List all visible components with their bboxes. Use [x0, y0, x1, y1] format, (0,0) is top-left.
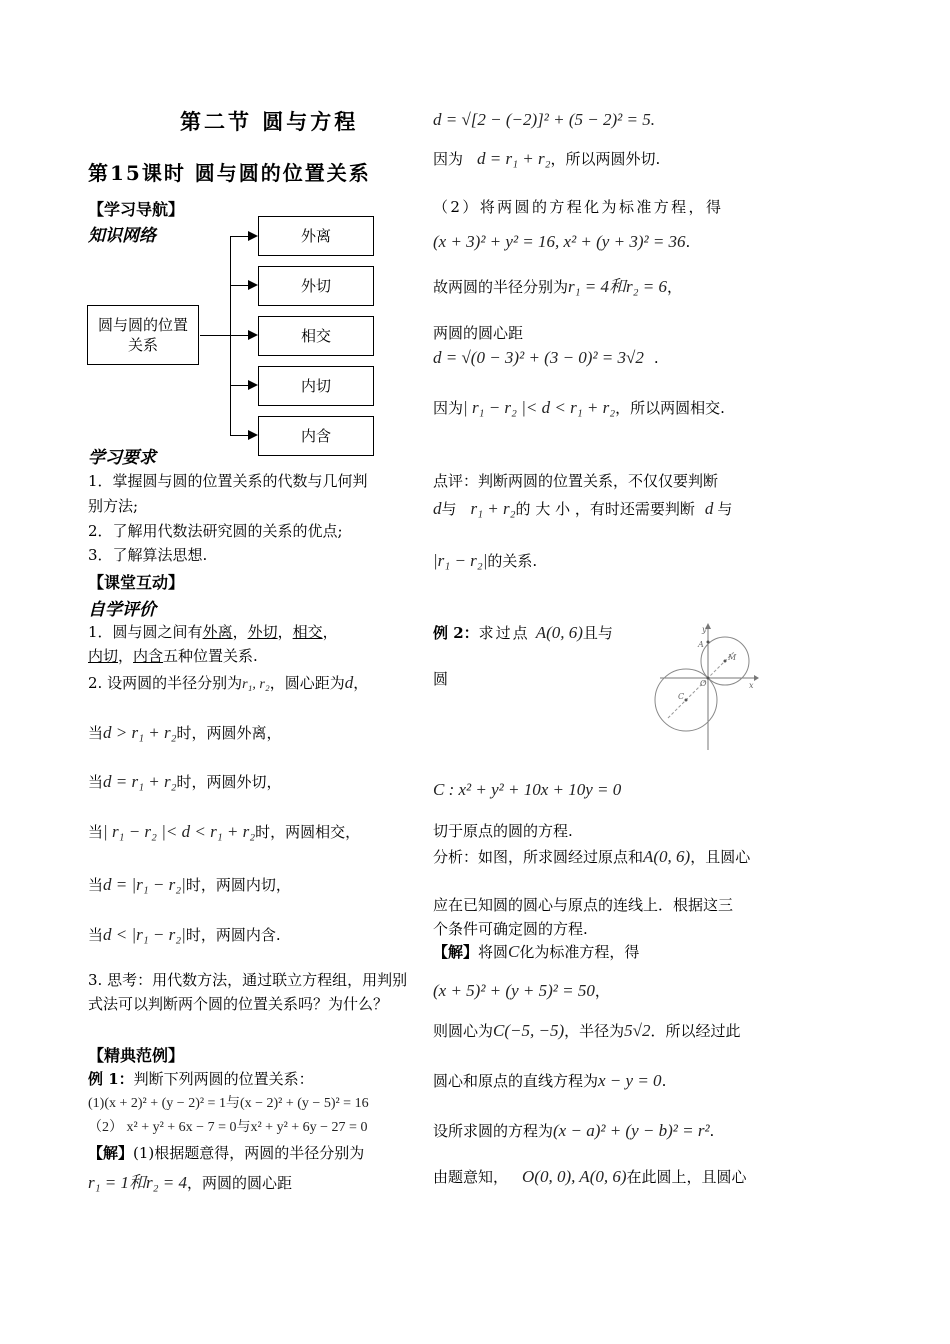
requirement-line: 别方法; [88, 497, 139, 515]
case-line: 当d = r₁ + r₂时，两圆外切， [88, 772, 282, 791]
o-label: O [700, 679, 707, 688]
arrow-icon [248, 380, 258, 390]
a-label: A [698, 640, 704, 649]
arrow-icon [248, 231, 258, 241]
circle-figure [648, 620, 760, 752]
relation-box-2: 外切 [258, 266, 374, 306]
c-label: C [678, 692, 685, 701]
y-label: y [702, 625, 707, 634]
q3-text: 3. 思考：用代数方法，通过联立方程组，用判别式法可以判断两个圆的位置关系吗？为什么？ [88, 971, 408, 1013]
x-arrow-icon [754, 675, 759, 681]
blank-answer: 外切 [247, 623, 278, 641]
blank-answer: 相交 [292, 623, 323, 641]
comment-line3: |r₁ − r₂|的关系. [433, 551, 538, 570]
p2-text: （2）将两圆的方程化为标准方程，得 [433, 198, 724, 216]
m-label: M [728, 653, 737, 662]
center-distance-label: 两圆的圆心距 [433, 324, 524, 342]
ex1-part1: (1)(x + 2)² + (y − 2)² = 1与(x − 2)² + (y − 5)² = 16 [88, 1096, 369, 1111]
sol2-line: 【解】将圆C化为标准方程，得 [433, 942, 640, 961]
center-line-text: 则圆心为C(−5, −5)，半径为5√2．所以经过此 [433, 1021, 741, 1040]
q2-line: 2. 设两圆的半径分别为r₁, r₂，圆心距为d， [88, 673, 369, 692]
ex2-tangent-line: 切于原点的圆的方程. [433, 822, 573, 840]
ex2-circle-label: 圆 [433, 670, 449, 688]
blank-answer: 外离 [202, 623, 233, 641]
arrow-icon [248, 430, 258, 440]
connector-line [200, 335, 230, 336]
requirement-line: 2．了解用代数法研究圆的关系的优点; [88, 522, 343, 540]
q1-line2: 内切，内含五种位置关系. [88, 647, 258, 665]
distance-formula-1: d = √[2 − (−2)]² + (5 − 2)² = 5. [433, 110, 655, 129]
requirements-header: 学习要求 [88, 448, 156, 468]
branch-line [230, 236, 250, 237]
trunk-line [230, 236, 231, 436]
origin-point [707, 677, 710, 680]
relation-box-3: 相交 [258, 316, 374, 356]
center-box: 圆与圆的位置关系 [87, 305, 199, 365]
arrow-icon [248, 280, 258, 290]
branch-line [230, 285, 250, 286]
q1-line1: 1．圆与圆之间有外离，外切，相交， [88, 623, 338, 641]
case-line: 当d = |r₁ − r₂|时，两圆内切， [88, 875, 291, 894]
requirement-line: 3．了解算法思想. [88, 546, 208, 564]
arrow-icon [248, 330, 258, 340]
nav-header: 【学习导航】 [88, 200, 185, 219]
comment-line2: d与 r₁ + r₂的 大 小 ，有时还需要判断 d 与 [433, 499, 733, 518]
analysis-line1: 分析：如图，所求圆经过原点和A(0, 6)，且圆心 [433, 847, 751, 866]
knowledge-header: 知识网络 [88, 226, 156, 246]
ex1-line: 例 1：判断下列两圆的位置关系： [88, 1070, 314, 1088]
result-line-1: 因为 d = r₁ + r₂，所以两圆外切. [433, 149, 661, 168]
point-m [724, 660, 727, 663]
x-label: x [749, 681, 754, 690]
standard-equation: (x + 5)² + (y + 5)² = 50， [433, 981, 610, 1000]
line-equation-text: 圆心和原点的直线方程为x − y = 0. [433, 1071, 667, 1090]
relation-box-4: 内切 [258, 366, 374, 406]
ex2-line: 例 2：求过点 A(0, 6)且与 [433, 623, 613, 642]
distance-formula-2: d = √(0 − 3)² + (3 − 0)² = 3√2 . [433, 348, 659, 367]
self-eval-header: 自学评价 [88, 600, 156, 620]
point-c [685, 699, 688, 702]
p2-equation: (x + 3)² + y² = 16, x² + (y + 3)² = 36. [433, 232, 691, 251]
assume-text: 设所求圆的方程为(x − a)² + (y − b)² = r². [433, 1121, 715, 1140]
sol1-line: 【解】(1)根据题意得，两圆的半径分别为 [88, 1144, 365, 1162]
intersect-line: 因为| r₁ − r₂ |< d < r₁ + r₂，所以两圆相交. [433, 398, 725, 417]
lesson-title: 第15课时 圆与圆的位置关系 [88, 161, 371, 185]
section-title: 第二节 圆与方程 [180, 109, 359, 134]
class-header: 【课堂互动】 [88, 573, 185, 592]
comment-line1: 点评：判断两圆的位置关系，不仅仅要判断 [433, 472, 719, 490]
sol1-radii-line: r₁ = 1和r₂ = 4，两圆的圆心距 [88, 1173, 293, 1192]
examples-header: 【精典范例】 [88, 1046, 185, 1065]
know-text: 由题意知， O(0, 0), A(0, 6)在此圆上，且圆心 [433, 1167, 747, 1186]
ex1-part2: （2） x² + y² + 6x − 7 = 0与x² + y² + 6y − 27 = 0 [88, 1120, 368, 1135]
ex2-equation: C : x² + y² + 10x + 10y = 0 [433, 780, 622, 799]
relation-box-5: 内含 [258, 416, 374, 456]
case-line: 当d > r₁ + r₂时，两圆外离， [88, 723, 282, 742]
relation-box-1: 外离 [258, 216, 374, 256]
case-line: 当| r₁ − r₂ |< d < r₁ + r₂时，两圆相交， [88, 822, 361, 841]
blank-answer: 内切 [88, 647, 119, 665]
point-a [707, 641, 710, 644]
requirement-line: 1．掌握圆与圆的位置关系的代数与几何判 [88, 472, 368, 490]
analysis-line3: 个条件可确定圆的方程. [433, 920, 588, 938]
radii-line: 故两圆的半径分别为r₁ = 4和r₂ = 6， [433, 277, 683, 296]
case-line: 当d < |r₁ − r₂|时，两圆内含. [88, 925, 281, 944]
branch-line [230, 435, 250, 436]
branch-line [230, 385, 250, 386]
blank-answer: 内含 [133, 647, 164, 665]
analysis-line2: 应在已知圆的圆心与原点的连线上．根据这三 [433, 896, 734, 914]
branch-line [230, 335, 250, 336]
